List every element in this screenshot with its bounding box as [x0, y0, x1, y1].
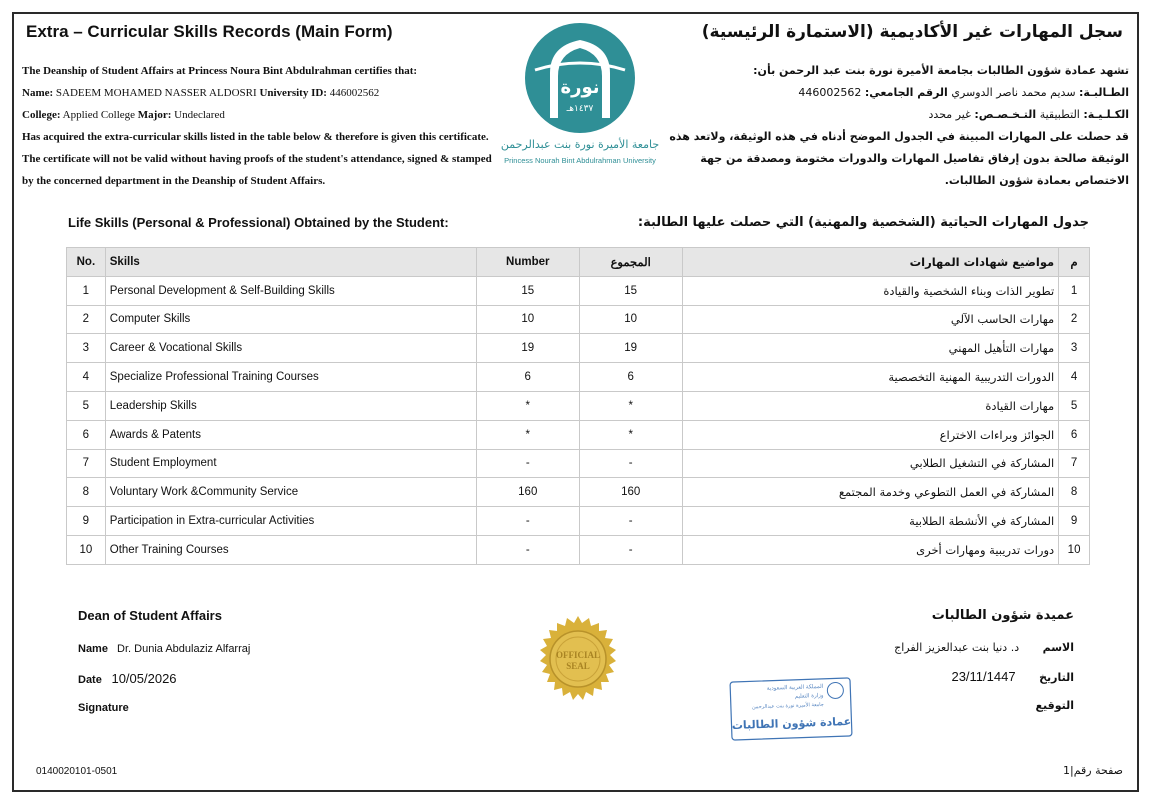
cell-no: 1 [67, 276, 106, 305]
logo-caption-ar: جامعة الأميرة نورة بنت عبدالرحمن [500, 138, 660, 151]
official-seal [528, 614, 628, 714]
date-value: 10/05/2026 [111, 671, 177, 686]
cell-skill-ar: مهارات التأهيل المهني [682, 334, 1059, 363]
deanship-stamp [729, 677, 853, 741]
cell-total: - [579, 449, 682, 478]
college-value-en: Applied College [62, 109, 136, 121]
id-label-ar: الرقم الجامعي: [864, 86, 948, 99]
table-row [67, 363, 1090, 392]
document-code: 0140020101-0501 [36, 766, 118, 777]
cell-number: 15 [476, 276, 579, 305]
cell-m: 6 [1059, 420, 1090, 449]
cell-m: 9 [1059, 507, 1090, 536]
dean-name-ar [894, 641, 1074, 654]
header-total-ar: المجموع [579, 248, 682, 277]
logo-caption-en: Princess Nourah Bint Abdulrahman University [504, 156, 656, 165]
college-line-en [22, 104, 497, 126]
cell-skill: Student Employment [105, 449, 476, 478]
cell-skill-ar: تطوير الذات وبناء الشخصية والقيادة [682, 276, 1059, 305]
cell-skill: Specialize Professional Training Courses [105, 363, 476, 392]
cell-m: 2 [1059, 305, 1090, 334]
cell-skill: Voluntary Work &Community Service [105, 478, 476, 507]
stamp-line-4: عمادة شؤون الطالبات [731, 714, 852, 733]
name-value-en: SADEEM MOHAMED NASSER ALDOSRI [55, 87, 257, 99]
cell-skill: Leadership Skills [105, 391, 476, 420]
college-label-en: College: [22, 109, 61, 121]
cell-total: 6 [579, 363, 682, 392]
name-label-ar: الاسم [1042, 641, 1074, 654]
name-value: Dr. Dunia Abdulaziz Alfarraj [117, 643, 251, 655]
name-line-en [22, 82, 497, 104]
dean-name-en [78, 643, 250, 655]
major-label-ar: التـخـصـص: [974, 108, 1037, 121]
cell-number: 6 [476, 363, 579, 392]
table-row [67, 507, 1090, 536]
table-row [67, 535, 1090, 564]
name-value-ar: سديم محمد ناصر الدوسري [951, 86, 1076, 99]
certificate-en [22, 60, 497, 192]
cell-skill-ar: دورات تدريبية ومهارات أخرى [682, 535, 1059, 564]
cell-number: * [476, 420, 579, 449]
table-row [67, 420, 1090, 449]
major-value-ar: غير محدد [928, 108, 971, 121]
stamp-line-2: وزارة التعليم [794, 692, 824, 700]
signature-label-en: Signature [78, 702, 129, 714]
cell-number: * [476, 391, 579, 420]
cell-m: 7 [1059, 449, 1090, 478]
table-row [67, 478, 1090, 507]
cell-skill-ar: مهارات الحاسب الآلي [682, 305, 1059, 334]
name-label-en: Name: [22, 87, 54, 99]
date-value-ar: 23/11/1447 [951, 669, 1016, 684]
statement-en: Has acquired the extra-curricular skills listed in the table below & therefore is given this certificate. The certificate will not be valid without having proofs of the student's attendance, signed & stamped by the concerned department in the Deanship of Student Affairs. [22, 131, 492, 187]
cell-total: 15 [579, 276, 682, 305]
date-label-ar: التاريخ [1039, 671, 1074, 684]
name-value-ar: د. دنيا بنت عبدالعزيز الفراج [894, 641, 1020, 654]
cell-total: - [579, 507, 682, 536]
cell-skill-ar: المشاركة في الأنشطة الطلابية [682, 507, 1059, 536]
cell-m: 3 [1059, 334, 1090, 363]
intro-en: The Deanship of Student Affairs at Princess Noura Bint Abdulrahman certifies that: [22, 65, 418, 77]
cell-total: * [579, 420, 682, 449]
college-value-ar: التطبيقية [1039, 108, 1080, 121]
cell-skill: Other Training Courses [105, 535, 476, 564]
logo-mark: نورة [560, 77, 600, 98]
section-title-ar: جدول المهارات الحياتية (الشخصية والمهنية) التي حصلت عليها الطالبة: [637, 215, 1089, 230]
cell-skill: Computer Skills [105, 305, 476, 334]
cell-skill-ar: الدورات التدريبية المهنية التخصصية [682, 363, 1059, 392]
certificate-ar [669, 60, 1129, 192]
table-row [67, 449, 1090, 478]
cell-total: 160 [579, 478, 682, 507]
cell-skill: Participation in Extra-curricular Activities [105, 507, 476, 536]
cell-skill-ar: المشاركة في العمل التطوعي وخدمة المجتمع [682, 478, 1059, 507]
date-ar [951, 669, 1074, 684]
cell-total: * [579, 391, 682, 420]
cell-number: - [476, 535, 579, 564]
cell-no: 6 [67, 420, 106, 449]
cell-number: - [476, 507, 579, 536]
cell-number: - [476, 449, 579, 478]
cell-no: 8 [67, 478, 106, 507]
university-logo [500, 18, 660, 178]
table-row [67, 276, 1090, 305]
section-title-en: Life Skills (Personal & Professional) Obtained by the Student: [68, 215, 449, 230]
header-topics-ar: مواضيع شهادات المهارات [682, 248, 1059, 277]
cell-skill: Career & Vocational Skills [105, 334, 476, 363]
cell-skill-ar: الجوائز وبراءات الاختراع [682, 420, 1059, 449]
cell-no: 3 [67, 334, 106, 363]
date-label: Date [78, 674, 102, 686]
logo-year: ١٤٣٧هـ [566, 104, 594, 114]
cell-no: 2 [67, 305, 106, 334]
table-row [67, 391, 1090, 420]
seal-text-2: SEAL [566, 661, 590, 671]
cell-total: 10 [579, 305, 682, 334]
name-label: Name [78, 643, 108, 655]
name-line-ar [669, 82, 1129, 104]
cell-no: 4 [67, 363, 106, 392]
title-en: Extra – Curricular Skills Records (Main Form) [26, 22, 393, 41]
stamp-line-3: جامعة الأميرة نورة بنت عبدالرحمن [751, 701, 824, 711]
header-m-ar: م [1059, 248, 1090, 277]
cell-no: 5 [67, 391, 106, 420]
cell-m: 4 [1059, 363, 1090, 392]
dean-title-ar: عميدة شؤون الطالبات [931, 608, 1074, 623]
cell-skill: Awards & Patents [105, 420, 476, 449]
header-no: No. [67, 248, 106, 277]
cell-m: 10 [1059, 535, 1090, 564]
cell-no: 7 [67, 449, 106, 478]
cell-m: 8 [1059, 478, 1090, 507]
cell-m: 5 [1059, 391, 1090, 420]
cell-number: 10 [476, 305, 579, 334]
intro-ar: تشهد عمادة شؤون الطالبات بجامعة الأميرة نورة بنت عبد الرحمن بأن: [753, 64, 1129, 77]
stamp-emblem-icon [827, 682, 844, 699]
cell-skill-ar: المشاركة في التشغيل الطلابي [682, 449, 1059, 478]
cell-no: 10 [67, 535, 106, 564]
table-row [67, 334, 1090, 363]
cell-m: 1 [1059, 276, 1090, 305]
signature-label-ar: التوقيع [1035, 699, 1074, 712]
cell-no: 9 [67, 507, 106, 536]
header-skills: Skills [105, 248, 476, 277]
cell-number: 19 [476, 334, 579, 363]
cell-number: 160 [476, 478, 579, 507]
date-en [78, 671, 177, 686]
table-header-row [67, 248, 1090, 277]
major-label-en: Major: [137, 109, 172, 121]
table-row [67, 305, 1090, 334]
id-value-en: 446002562 [329, 87, 380, 99]
name-label-ar: الطـالبـة: [1079, 86, 1129, 99]
college-label-ar: الكـلـيـة: [1083, 108, 1129, 121]
dean-title-en: Dean of Student Affairs [78, 608, 222, 623]
id-label-en: University ID: [259, 87, 327, 99]
cell-skill: Personal Development & Self-Building Skills [105, 276, 476, 305]
seal-text-1: OFFICIAL [555, 650, 601, 660]
statement-ar: قد حصلت على المهارات المبينة في الجدول الموضح أدناه في هذه الوثيقة، ولاتعد هذه الوثيقة صالحة بدون إرفاق تفاصيل المهارات والدورات مختومة ومصدقة من جهة الاختصاص بعمادة شؤون الطالبات. [669, 130, 1129, 187]
id-value-ar: 446002562 [798, 86, 862, 99]
cell-total: - [579, 535, 682, 564]
cell-total: 19 [579, 334, 682, 363]
header-number: Number [476, 248, 579, 277]
skills-table [66, 247, 1090, 565]
page-number: صفحة رقم|1 [1063, 764, 1123, 777]
college-line-ar [669, 104, 1129, 126]
major-value-en: Undeclared [174, 109, 225, 121]
stamp-line-1: المملكة العربية السعودية [766, 683, 824, 692]
title-ar: سجل المهارات غير الأكاديمية (الاستمارة الرئيسية) [701, 22, 1123, 42]
cell-skill-ar: مهارات القيادة [682, 391, 1059, 420]
